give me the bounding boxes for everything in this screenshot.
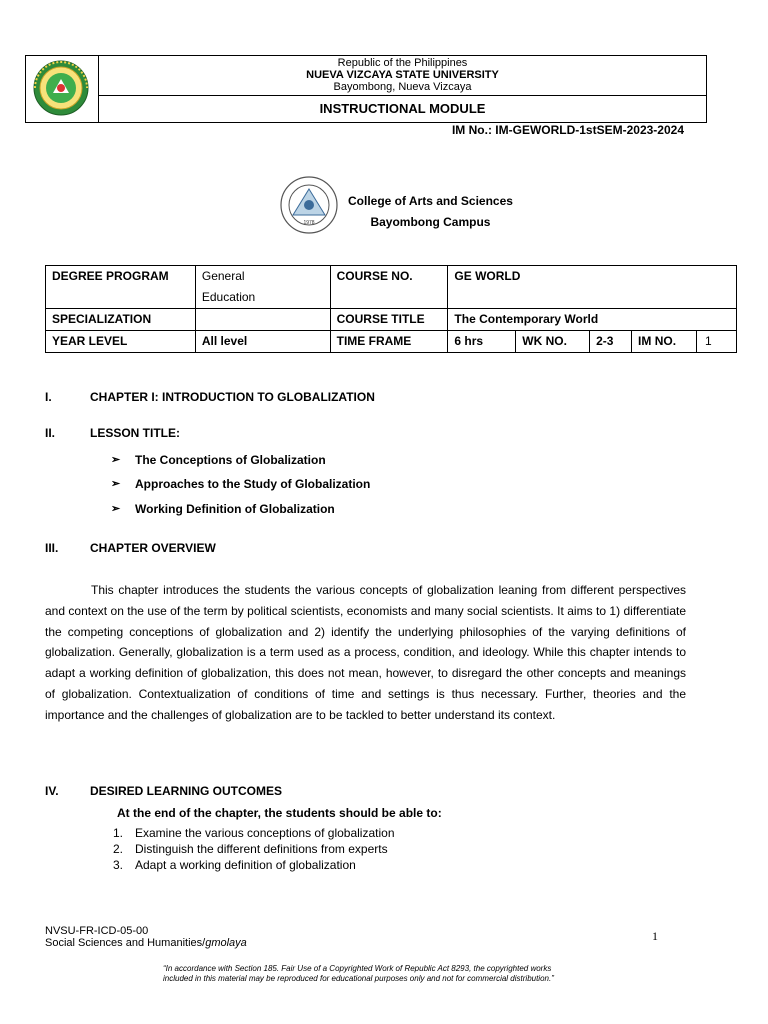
table-row: [46, 266, 737, 309]
page-footer: [45, 925, 247, 949]
course-no-value: GE WORLD: [448, 266, 737, 309]
im-no-value: 1: [705, 334, 712, 348]
list-item: [113, 826, 395, 840]
year-level-label: YEAR LEVEL: [46, 331, 196, 353]
wk-no-value: 2-3: [590, 331, 632, 353]
republic-line: Republic of the Philippines: [337, 57, 468, 69]
course-title-label: COURSE TITLE: [330, 309, 448, 331]
bullet-arrow-icon: ➢: [111, 478, 121, 490]
table-row: [46, 309, 737, 331]
outcomes-intro: At the end of the chapter, the students should be able to:: [117, 806, 442, 820]
list-item: [113, 858, 356, 872]
degree-program-label: DEGREE PROGRAM: [46, 266, 196, 309]
course-no-label: COURSE NO.: [330, 266, 448, 309]
bullet-arrow-icon: ➢: [111, 454, 121, 466]
college-campus: Bayombong Campus: [370, 215, 491, 229]
department-line: [45, 937, 247, 949]
year-level-value: All level: [195, 331, 330, 353]
outcome-number: 2.: [113, 842, 124, 856]
degree-program-value-line2: Education: [201, 290, 256, 304]
specialization-value: [195, 309, 330, 331]
header-text-area: [99, 56, 706, 122]
department-name: Social Sciences and Humanities/: [45, 937, 206, 949]
outcome-text: Distinguish the different definitions from experts: [135, 842, 388, 856]
outcome-text: Examine the various conceptions of globalization: [135, 826, 395, 840]
form-code: NVSU-FR-ICD-05-00: [45, 925, 149, 937]
page-number: 1: [652, 929, 658, 943]
course-title-value: The Contemporary World: [448, 309, 737, 331]
university-address: Bayombong, Nueva Vizcaya: [333, 81, 472, 93]
lesson-item: Approaches to the Study of Globalization: [135, 477, 371, 491]
nvsu-seal-icon: [31, 59, 91, 117]
course-info-table: [45, 265, 737, 353]
university-name: NUEVA VIZCAYA STATE UNIVERSITY: [306, 69, 499, 81]
cas-seal-icon: [276, 175, 342, 235]
outcome-number: 1.: [113, 826, 124, 840]
im-number: IM No.: IM-GEWORLD-1stSEM-2023-2024: [451, 123, 684, 137]
document-header: [25, 55, 707, 123]
module-title: INSTRUCTIONAL MODULE: [319, 101, 486, 116]
college-name: College of Arts and Sciences: [348, 194, 513, 208]
section-4-number: IV.: [45, 784, 59, 798]
chapter-overview-paragraph: [45, 580, 686, 726]
wk-no-label: WK NO.: [516, 331, 590, 353]
degree-program-value-line1: General: [201, 269, 245, 283]
university-info: [99, 56, 706, 96]
list-item: [113, 842, 388, 856]
section-2-title: LESSON TITLE:: [90, 426, 180, 440]
section-2-number: II.: [45, 426, 56, 440]
section-3-number: III.: [45, 541, 59, 555]
time-frame-label: TIME FRAME: [330, 331, 448, 353]
table-row: [46, 331, 737, 353]
college-block: [348, 191, 513, 233]
cas-seal-year: 1978: [303, 220, 315, 226]
section-1-number: I.: [45, 390, 52, 404]
time-frame-value: 6 hrs: [448, 331, 516, 353]
disclaimer-line-2: included in this material may be reproduced for educational purposes only and not for commercial distribution.”: [163, 974, 554, 983]
author-name: gmolaya: [205, 937, 247, 949]
section-3-title: CHAPTER OVERVIEW: [90, 541, 216, 555]
section-4-title: DESIRED LEARNING OUTCOMES: [90, 784, 283, 798]
specialization-label: SPECIALIZATION: [46, 309, 196, 331]
copyright-disclaimer: [163, 964, 554, 984]
header-logo-cell: [26, 56, 99, 122]
im-no-cell: [632, 331, 737, 353]
disclaimer-line-1: “In accordance with Section 185. Fair Use of a Copyrighted Work of Republic Act 8293, the copyrighted works: [163, 964, 552, 973]
lesson-item: Working Definition of Globalization: [135, 502, 335, 516]
overview-text: This chapter introduces the students the various concepts of globalization leaning from different perspectives and context on the use of the term by political scientists, economists and many social scientists. It aims to 1) differentiate the competing conceptions of globalization and 2) identify the underlying philosophies of the varying definitions of globalization. Generally, globalization is a term used as a process, condition, and ideology. While this chapter intends to adapt a working definition of globalization, this does not mean, however, to disregard the other concepts and meanings of globalization. Contextualization of conditions of time and settings is thus necessary. Further, theories and the importance and the challenges of globalization are to be tackled to better understand its context.: [45, 583, 686, 722]
degree-program-value: [195, 266, 330, 309]
bullet-arrow-icon: ➢: [111, 503, 121, 515]
outcome-number: 3.: [113, 858, 124, 872]
outcome-text: Adapt a working definition of globalization: [135, 858, 356, 872]
im-no-label: IM NO.: [632, 331, 697, 352]
section-1-title: CHAPTER I: INTRODUCTION TO GLOBALIZATION: [90, 390, 375, 404]
lesson-item: The Conceptions of Globalization: [135, 453, 326, 467]
